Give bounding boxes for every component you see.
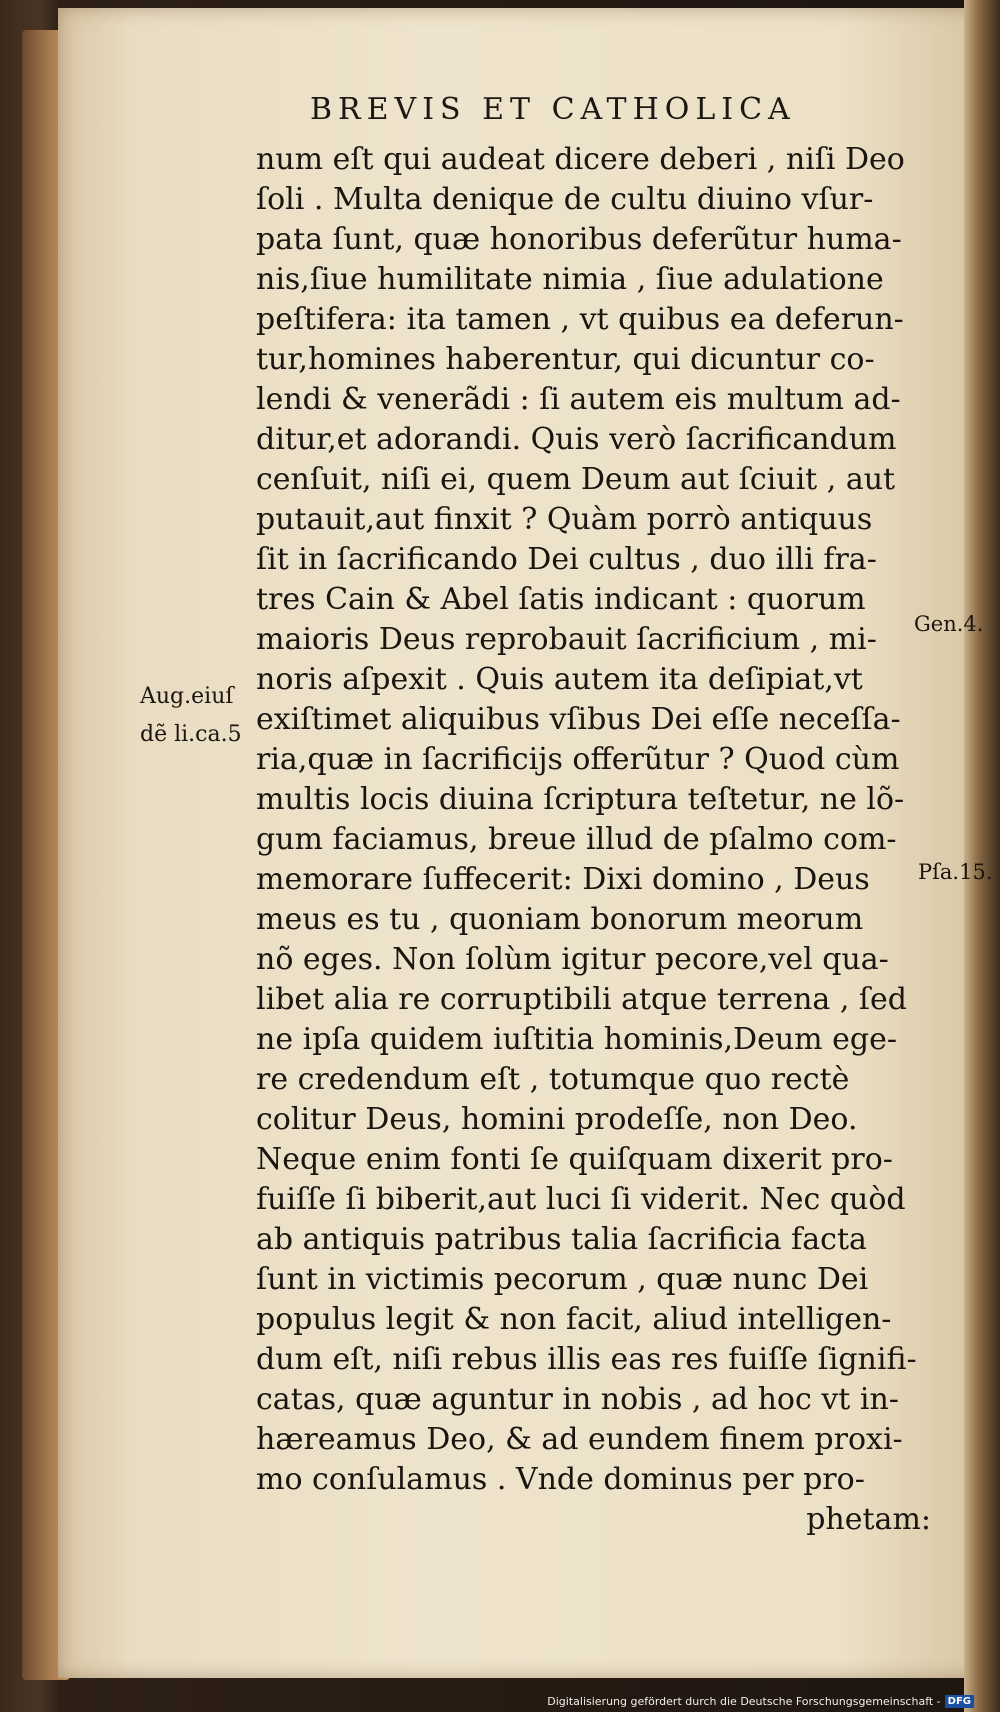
text-line: ſit in ſacrificando Dei cultus , duo illi fra- [256, 542, 877, 577]
text-line: nis,ſiue humilitate nimia , ſiue adulatione [256, 262, 884, 297]
margin-note-augustine-line2: dẽ li.ca.5 [140, 722, 242, 747]
text-line: memorare ſuffecerit: Dixi domino , Deus [256, 862, 870, 897]
text-line: tres Cain & Abel ſatis indicant : quorum [256, 582, 866, 617]
text-line: ne ipſa quidem iuſtitia hominis,Deum ege- [256, 1022, 897, 1057]
text-line: catas, quæ aguntur in nobis , ad hoc vt in- [256, 1382, 899, 1417]
text-line: re credendum eſt , totumque quo rectè [256, 1062, 850, 1097]
text-line: pata ſunt, quæ honoribus deferũtur huma- [256, 222, 902, 257]
text-line: ſoli . Multa denique de cultu diuino vſur- [256, 182, 874, 217]
text-line: hæreamus Deo, & ad eundem finem proxi- [256, 1422, 903, 1457]
text-line: libet alia re corruptibili atque terrena , ſed [256, 982, 907, 1017]
text-line: tur,homines haberentur, qui dicuntur co- [256, 342, 875, 377]
text-line: meus es tu , quoniam bonorum meorum [256, 902, 864, 937]
margin-note-augustine-line1: Aug.eiuſ [140, 684, 234, 709]
text-line: ria,quæ in ſacrificijs offerũtur ? Quod cùm [256, 742, 900, 777]
dfg-logo: DFG [945, 1695, 974, 1708]
digitization-credit [547, 1695, 974, 1708]
text-line: populus legit & non facit, aliud intelligen- [256, 1302, 892, 1337]
text-line: nõ eges. Non ſolùm igitur pecore,vel qua- [256, 942, 889, 977]
page-edge-strip [964, 0, 1000, 1712]
catchword: phetam: [806, 1502, 931, 1537]
text-line: putauit,aut finxit ? Quàm porrò antiquus [256, 502, 873, 537]
text-line: noris aſpexit . Quis autem ita deſipiat,vt [256, 662, 863, 697]
text-line: num eſt qui audeat dicere deberi , niſi Deo [256, 142, 905, 177]
text-line: lendi & venerãdi : ſi autem eis multum ad- [256, 382, 901, 417]
margin-note-psalm: Pſa.15. [918, 860, 993, 884]
text-line: cenſuit, niſi ei, quem Deum aut ſciuit , aut [256, 462, 896, 497]
text-line: maioris Deus reprobauit ſacrificium , mi- [256, 622, 877, 657]
credit-text: Digitalisierung gefördert durch die Deutsche Forschungsgemeinschaft - [547, 1695, 941, 1708]
text-line: mo conſulamus . Vnde dominus per pro- [256, 1462, 865, 1497]
text-line: peſtifera: ita tamen , vt quibus ea deferun- [256, 302, 904, 337]
running-title: BREVIS ET CATHOLICA [310, 92, 796, 127]
text-line: fuiſſe ſi biberit,aut luci ſi viderit. Nec quòd [256, 1182, 906, 1217]
text-line: ſunt in victimis pecorum , quæ nunc Dei [256, 1262, 869, 1297]
text-line: Neque enim fonti ſe quiſquam dixerit pro- [256, 1142, 893, 1177]
margin-note-genesis: Gen.4. [914, 612, 984, 636]
text-line: gum faciamus, breue illud de pſalmo com- [256, 822, 897, 857]
text-line: ditur,et adorandi. Quis verò ſacrificandum [256, 422, 897, 457]
text-line: colitur Deus, homini prodeſſe, non Deo. [256, 1102, 858, 1137]
text-line: dum eſt, niſi rebus illis eas res fuiſſe ſignifi- [256, 1342, 917, 1377]
text-line: multis locis diuina ſcriptura teſtetur, ne lõ- [256, 782, 905, 817]
text-line: ab antiquis patribus talia ſacrificia facta [256, 1222, 867, 1257]
main-text-block [256, 140, 936, 1540]
text-line: exiſtimet aliquibus vſibus Dei eſſe neceſſa- [256, 702, 901, 737]
